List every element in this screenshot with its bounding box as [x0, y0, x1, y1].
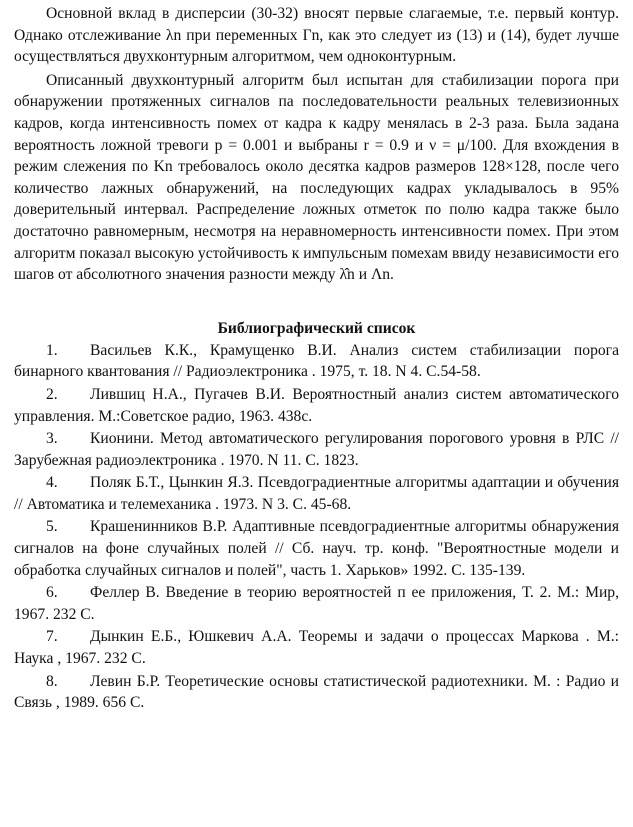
bibliography-item [14, 582, 619, 625]
bibliography-item-text: Крашенинников В.Р. Адаптивные псевдоградиентные алгоритмы обнаружения сигналов на фоне случайных полей // Сб. науч. тр. конф. "Вероятностные модели и обработка случайных сигналов и полей", часть 1. Харьков» 1992. С. 135-139. [14, 518, 619, 579]
bibliography-item-text: Дынкин Е.Б., Юшкевич А.А. Теоремы и задачи о процессах Маркова . М.: Наука , 1967. 232 С. [14, 628, 619, 668]
bibliography-item-text: Феллер В. Введение в теорию вероятностей п ее приложения, Т. 2. М.: Мир, 1967. 232 С. [14, 584, 619, 623]
bibliography-item [14, 671, 619, 714]
bibliography-item [14, 384, 619, 427]
bibliography-item-number: 5. [46, 518, 58, 536]
bibliography-item-number: 3. [46, 430, 58, 448]
bibliography-item-text: Кионини. Метод автоматического регулирования порогового уровня в РЛС // Зарубежная радиоэлектроника . 1970. N 11. С. 1823. [14, 430, 619, 469]
body-paragraph-2: Описанный двухконтурный алгоритм был испытан для стабилизации порога при обнаружении протяженных сигналов па последовательности реальных телевизионных кадров, когда интенсивность помех от кадра к кадру менялась в 2-3 раза. Была задана вероятность ложной тревоги p = 0.001 и выбраны r = 0.9 и ν = μ/100. Для вхождения в режим слежения по Kn требовалось около десятка кадров размеров 128×128, после чего количество лажных обнаружений, на последующих кадрах укладывалось в 95% доверительный интервал. Распределение ложных отметок по полю кадра также было достаточно равномерным, несмотря на неравномерность интенсивности помех. При этом алгоритм показал высокую устойчивость к импульсным помехам ввиду независимости его шагов от абсолютного значения разности между λ̂n и Λn. [14, 71, 619, 284]
bibliography-item [14, 472, 619, 515]
bibliography-item-number: 6. [46, 584, 58, 602]
bibliography-item-number: 4. [46, 474, 58, 492]
bibliography-item-text: Поляк Б.Т., Цынкин Я.З. Псевдоградиентные алгоритмы адаптации и обучения // Автоматика и телемеханика . 1973. N 3. С. 45-68. [14, 474, 619, 513]
document-page [14, 3, 619, 715]
bibliography-heading: Библиографический список [217, 319, 416, 337]
bibliography-list [14, 340, 619, 714]
bibliography-item [14, 626, 619, 669]
bibliography-item-text: Лившиц Н.А., Пугачев В.И. Вероятностный анализ систем автоматического управления. М.:Советское радио, 1963. 438с. [14, 385, 619, 425]
bibliography-item-text: Васильев К.К., Крамущенко В.И. Анализ систем стабилизации порога бинарного квантования // Радиоэлектроника . 1975, т. 18. N 4. С.54-58. [14, 341, 619, 381]
bibliography-item-number: 2. [46, 385, 58, 403]
body-paragraph-1: Основной вклад в дисперсии (30-32) вносят первые слагаемые, т.е. первый контур. Однако отслеживание λn при переменных Γn, как это следует из (13) и (14), будет лучше осуществляться двухконтурным алгоритмом, чем одноконтурным. [14, 5, 619, 66]
bibliography-item-text: Левин Б.Р. Теоретические основы статистической радиотехники. М. : Радио и Связь , 1989. 656 С. [14, 672, 619, 712]
bibliography-item-number: 8. [46, 672, 58, 690]
bibliography-item [14, 516, 619, 581]
bibliography-item [14, 428, 619, 471]
bibliography-item-number: 7. [46, 628, 58, 646]
bibliography-item-number: 1. [46, 341, 58, 359]
bibliography-item [14, 340, 619, 383]
